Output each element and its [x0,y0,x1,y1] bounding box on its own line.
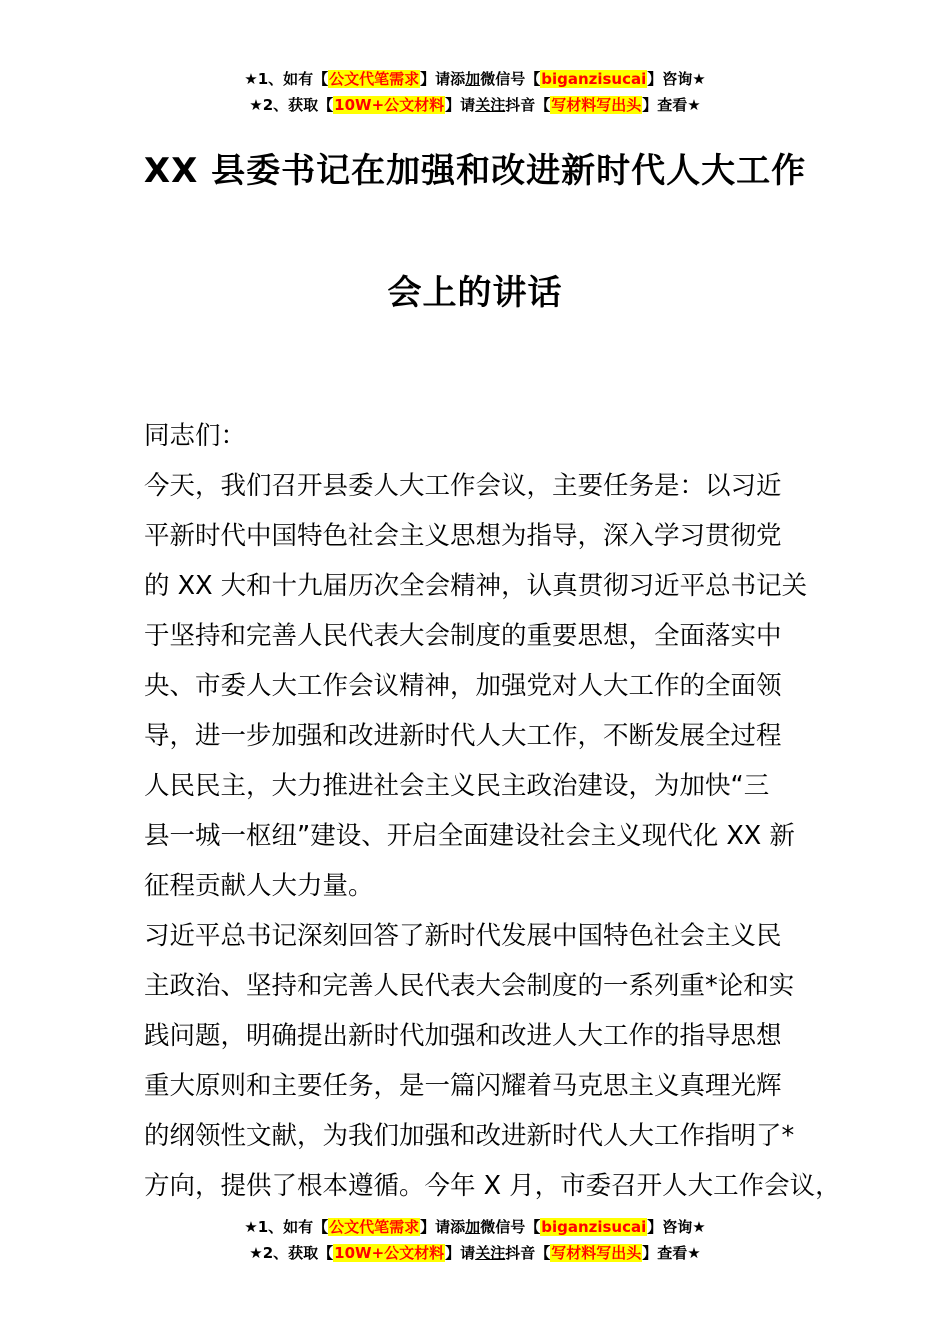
footer-banner [0,1214,950,1266]
body-line: 的 XX 大和十九届历次全会精神，认真贯彻习近平总书记关 [144,571,808,601]
body-line: 征程贡献人大力量。 [144,871,374,901]
body-line: 践问题，明确提出新时代加强和改进人大工作的指导思想 [144,1021,782,1051]
banner-underlined: 关注 [475,96,506,114]
banner-text: 1、如有【 [257,1218,329,1236]
banner-text: 抖音【 [505,1244,551,1262]
banner-underlined: 加 [465,1218,481,1236]
star-icon: ★ [687,96,701,114]
banner-text: 】咨询 [647,1218,693,1236]
banner-text: 抖音【 [505,96,551,114]
banner-line-2 [0,1240,950,1266]
banner-text: 】咨询 [647,70,693,88]
body-line: 主政治、坚持和完善人民代表大会制度的一系列重*论和实 [144,971,795,1001]
body-line: 县一城一枢纽”建设、开启全面建设社会主义现代化 XX 新 [144,821,795,851]
document-title-line-1: XX 县委书记在加强和改进新时代人大工作 [143,151,807,191]
star-icon: ★ [249,1244,263,1262]
body-line: 方向，提供了根本遵循。今年 X 月，市委召开人大工作会议， [144,1171,841,1201]
banner-highlight: biganzisucai [541,70,647,88]
body-line: 导，进一步加强和改进新时代人大工作，不断发展全过程 [144,721,782,751]
banner-text: 】请添 [420,1218,466,1236]
document-title-line-2: 会上的讲话 [387,273,563,313]
banner-text: 2、获取【 [262,1244,334,1262]
star-icon: ★ [244,1218,258,1236]
body-line: 的纲领性文献，为我们加强和改进新时代人大工作指明了* [144,1121,795,1151]
body-line: 央、市委人大工作会议精神，加强党对人大工作的全面领 [144,671,782,701]
banner-text: 2、获取【 [262,96,334,114]
body-line: 重大原则和主要任务，是一篇闪耀着马克思主义真理光辉 [144,1071,782,1101]
banner-highlight: 写材料写出头 [551,96,642,114]
body-line: 同志们： [144,421,247,451]
banner-highlight: biganzisucai [541,1218,647,1236]
body-line: 平新时代中国特色社会主义思想为指导，深入学习贯彻党 [144,521,782,551]
banner-line-2 [0,92,950,118]
header-banner [0,66,950,118]
body-line: 于坚持和完善人民代表大会制度的重要思想，全面落实中 [144,621,782,651]
banner-text: 1、如有【 [257,70,329,88]
body-line: 今天，我们召开县委人大工作会议，主要任务是：以习近 [144,471,782,501]
banner-underlined: 关注 [475,1244,506,1262]
banner-highlight: 10W+公文材料 [334,96,445,114]
banner-text: 微信号【 [480,70,541,88]
banner-highlight: 公文代笔需求 [329,1218,420,1236]
banner-line-1 [0,1214,950,1240]
banner-text: 】查看 [642,96,688,114]
body-line: 习近平总书记深刻回答了新时代发展中国特色社会主义民 [144,921,782,951]
banner-text: 微信号【 [480,1218,541,1236]
banner-line-1 [0,66,950,92]
banner-text: 】查看 [642,1244,688,1262]
star-icon: ★ [244,70,258,88]
star-icon: ★ [692,1218,706,1236]
banner-highlight: 公文代笔需求 [329,70,420,88]
banner-text: 】请 [445,1244,476,1262]
body-line: 人民民主，大力推进社会主义民主政治建设，为加快“三 [144,771,770,801]
banner-text: 】请 [445,96,476,114]
document-body [144,411,841,1211]
banner-underlined: 加 [465,70,481,88]
banner-text: 】请添 [420,70,466,88]
banner-highlight: 写材料写出头 [551,1244,642,1262]
star-icon: ★ [687,1244,701,1262]
star-icon: ★ [692,70,706,88]
banner-highlight: 10W+公文材料 [334,1244,445,1262]
star-icon: ★ [249,96,263,114]
